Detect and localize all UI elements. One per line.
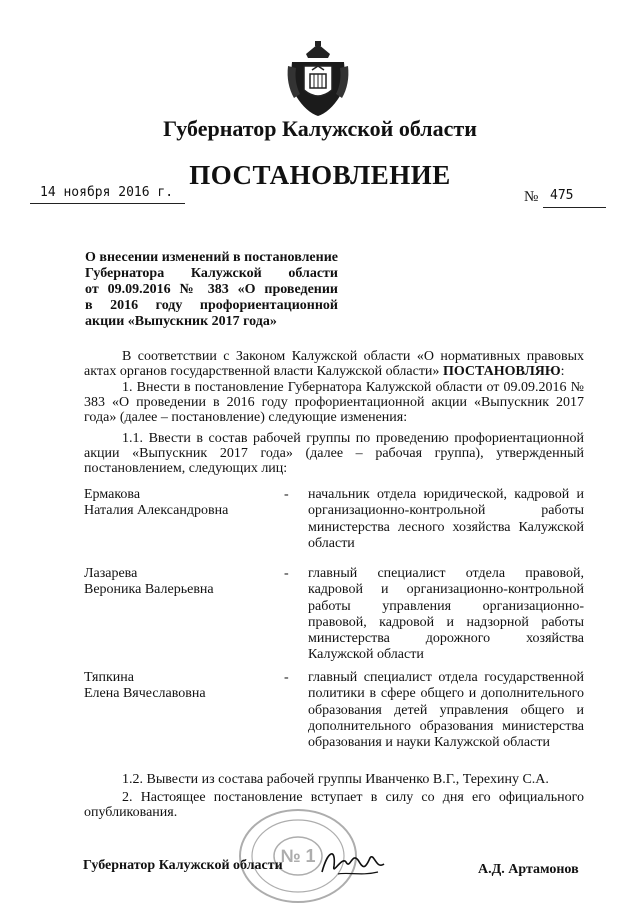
signer-name: А.Д. Артамонов — [478, 862, 579, 877]
member-surname: Тяпкина — [84, 670, 134, 685]
signer-title: Губернатор Калужской области — [83, 858, 283, 873]
member-name — [84, 566, 284, 598]
member-dash: - — [284, 566, 289, 581]
member-dash: - — [284, 487, 289, 502]
document-date: 14 ноября 2016 г. — [40, 185, 174, 200]
handwritten-signature — [318, 842, 388, 882]
preamble-colon: : — [560, 364, 565, 379]
item-2-paragraph: 2. Настоящее постановление вступает в силу со дня его официального опубликования. — [84, 790, 584, 820]
date-underline — [30, 203, 185, 204]
member-dash: - — [284, 670, 289, 685]
member-given-names: Вероника Валерьевна — [84, 582, 214, 597]
subject-line: О внесении изменений в постановление — [85, 250, 338, 265]
subject-line: в 2016 году профориентационной — [85, 298, 338, 313]
member-position: главный специалист отдела правовой, кадровой и организационно-контрольной работы управления организационно-правовой, кадровой и надзорной работы министерства дорожного хозяйства Калужской области — [308, 566, 584, 663]
document-number: 475 — [550, 188, 574, 203]
coat-of-arms-emblem — [286, 40, 350, 118]
subject-line: Губернатора Калужской области — [85, 266, 338, 281]
member-name — [84, 670, 284, 702]
member-position: начальник отдела юридической, кадровой и организационно-контрольной работы министерства лесного хозяйства Калужской области — [308, 487, 584, 551]
member-given-names: Елена Вячеславовна — [84, 686, 206, 701]
preamble-paragraph — [84, 349, 584, 379]
item-1-1-paragraph: 1.1. Ввести в состав рабочей группы по проведению профориентационной акции «Выпускник 2017 года» (далее – рабочая группа), утвержденный постановлением, следующих лиц: — [84, 431, 584, 476]
preamble-text: В соответствии с Законом Калужской области «О нормативных правовых актах органов государственной власти Калужской области» — [84, 349, 584, 379]
document-type: ПОСТАНОВЛЕНИЕ — [189, 160, 451, 190]
member-name — [84, 487, 284, 519]
item-1-paragraph: 1. Внести в постановление Губернатора Калужской области от 09.09.2016 № 383 «О проведении в 2016 году профориентационной акции «Выпускник 2017 года» (далее – постановление) следующие изменения: — [84, 380, 584, 425]
issuer-title: Губернатор Калужской области — [163, 116, 477, 141]
preamble-keyword: ПОСТАНОВЛЯЮ — [442, 364, 561, 379]
subject-line: от 09.09.2016 № 383 «О проведении — [85, 282, 338, 297]
member-surname: Ермакова — [84, 487, 141, 502]
seal-number: № 1 — [280, 846, 316, 866]
item-1-2-paragraph: 1.2. Вывести из состава рабочей группы Иванченко В.Г., Терехину С.А. — [122, 772, 549, 787]
member-given-names: Наталия Александровна — [84, 503, 229, 518]
member-surname: Лазарева — [84, 566, 138, 581]
number-sign: № — [524, 189, 539, 205]
subject-line: акции «Выпускник 2017 года» — [85, 314, 277, 329]
document-subject — [85, 250, 338, 330]
number-underline — [543, 207, 606, 208]
member-position: главный специалист отдела государственной политики в сфере общего и дополнительного образования детей управления общего и дополнительного образования министерства образования и науки Калужской области — [308, 670, 584, 751]
